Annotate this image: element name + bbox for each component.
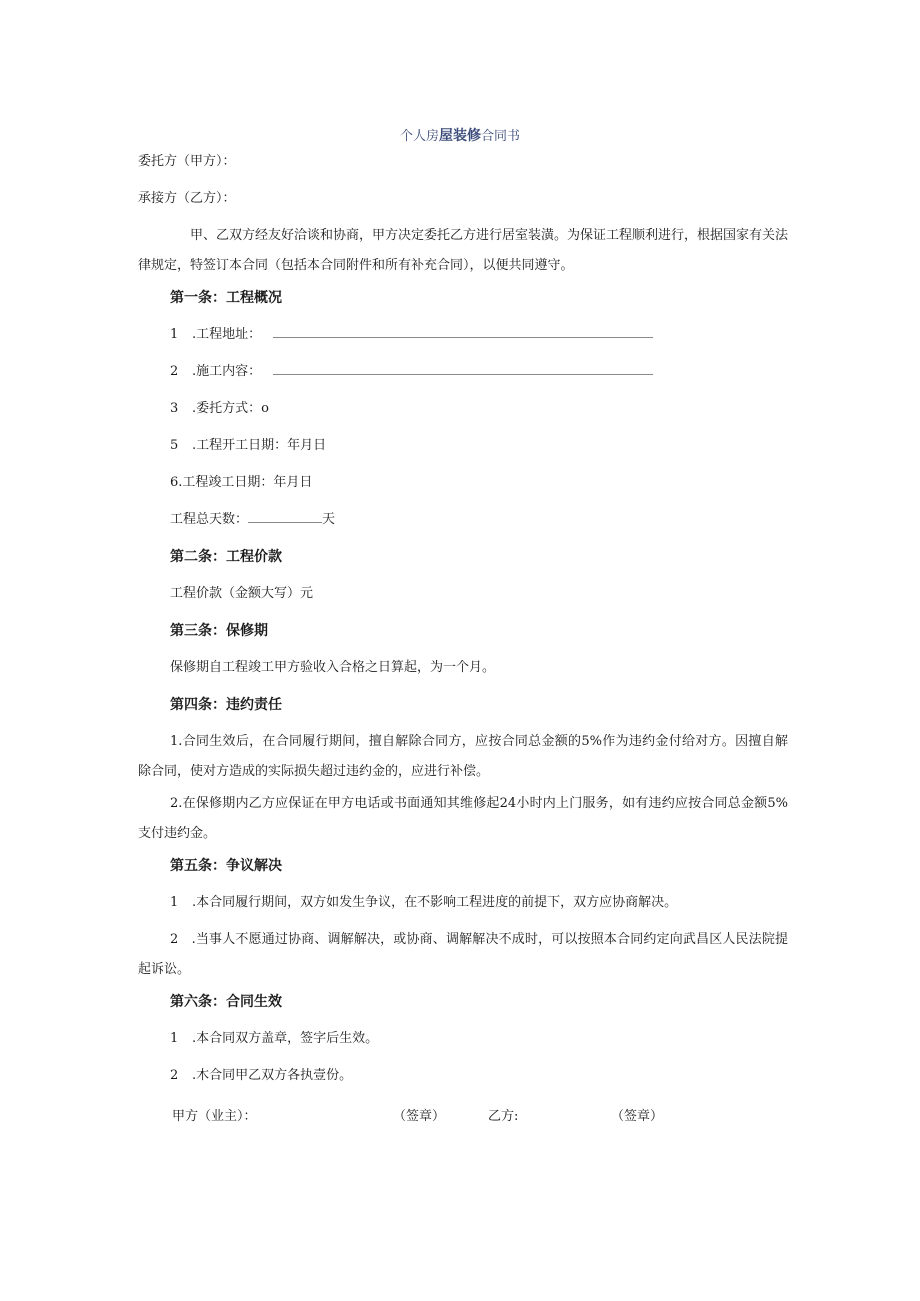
item-label: .工程地址：: [192, 327, 262, 342]
total-days-label: 工程总天数：: [170, 512, 249, 527]
item-number: 1: [170, 327, 179, 342]
article3-heading: 第三条：保修期: [170, 623, 268, 639]
article1-item3: [170, 399, 269, 419]
preamble-paragraph: 甲、乙双方经友好洽谈和协商，甲方决定委托乙方进行居室装潢。为保证工程顺利进行，根据国家有关法律规定，特签订本合同（包括本合同附件和所有补充合同），以便共同遵守。: [138, 228, 789, 273]
article1-heading: 第一条：工程概况: [170, 290, 282, 306]
article6-item2: [170, 1066, 352, 1086]
signature-seal-a: （签章）: [393, 1109, 446, 1124]
title-bold: 屋装修: [439, 128, 481, 144]
item-text: .本合同双方盖章，签字后生效。: [192, 1031, 379, 1046]
item-number: 5: [170, 438, 179, 453]
item-number: 2: [170, 364, 179, 379]
signature-seal-b: （签章）: [611, 1109, 664, 1124]
item-label: .委托方式：o: [192, 401, 269, 416]
article2-text: 工程价款（金额大写）元: [170, 586, 314, 601]
article6-heading: 第六条：合同生效: [170, 994, 282, 1010]
document-title: [0, 126, 920, 147]
article2-heading: 第二条：工程价款: [170, 549, 282, 565]
title-prefix: 个人房: [399, 129, 439, 144]
signature-party-a: 甲方（业主）：: [172, 1109, 257, 1124]
article1-item1: [170, 325, 653, 345]
article4-clause1: 1.合同生效后，在合同履行期间，擅自解除合同方，应按合同总金额的5%作为违约金付给对方。因擅自解除合同，使对方造成的实际损失超过违约金的，应进行补偿。: [138, 734, 788, 779]
article3-text: 保修期自工程竣工甲方验收入合格之日算起，为一个月。: [170, 660, 496, 675]
article1-item6: 6.工程竣工日期：年月日: [170, 475, 313, 490]
item-label: .工程开工日期：年月日: [192, 438, 327, 453]
item-number: 3: [170, 401, 179, 416]
item-number: 1: [170, 895, 179, 910]
article4-heading: 第四条：违约责任: [170, 697, 282, 713]
total-days-blank-line: [248, 510, 322, 523]
article5-item1: [170, 893, 677, 913]
article1-item5: [170, 436, 326, 456]
content-blank-line: [273, 362, 653, 375]
signature-party-b: 乙方:: [488, 1109, 519, 1124]
party-a-label: 委托方（甲方）：: [138, 154, 236, 169]
item-number: 2: [170, 1068, 179, 1083]
item-text: .木合同甲乙双方各执壹份。: [192, 1068, 353, 1083]
address-blank-line: [273, 325, 653, 338]
party-b-label: 承接方（乙方）：: [138, 191, 236, 206]
item-label: .施工内容：: [192, 364, 262, 379]
article5-item2: 2 .当事人不愿通过协商、调解解决，或协商、调解解决不成时，可以按照本合同约定向武昌区人民法院提起诉讼。: [138, 932, 788, 977]
article5-heading: 第五条：争议解决: [170, 858, 282, 874]
article1-total-days: [170, 510, 335, 530]
item-text: .本合同履行期间，双方如发生争议，在不影响工程进度的前提下，双方应协商解决。: [192, 895, 678, 910]
article1-item2: [170, 362, 653, 382]
title-suffix: 合同书: [481, 129, 521, 144]
article4-clause2: 2.在保修期内乙方应保证在甲方电话或书面通知其维修起24小时内上门服务，如有违约应按合同总金额5%支付违约金。: [138, 796, 788, 841]
total-days-unit: 天: [322, 512, 336, 527]
item-number: 1: [170, 1031, 179, 1046]
article6-item1: [170, 1029, 378, 1049]
